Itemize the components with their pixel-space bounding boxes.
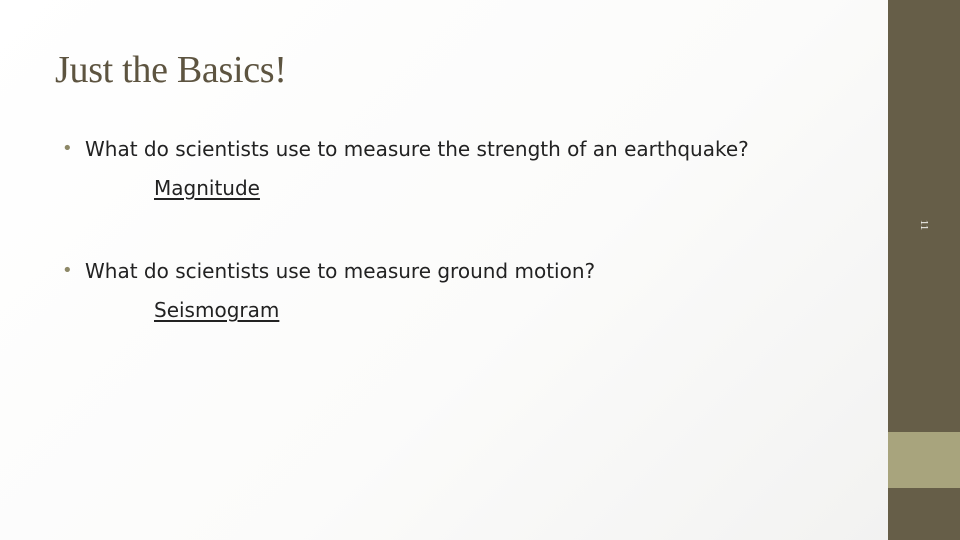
slide-body [58, 130, 858, 330]
slide-title: Just the Basics! [55, 49, 287, 91]
answer-text: Seismogram [154, 298, 280, 322]
answer-text: Magnitude [154, 176, 260, 200]
sidebar-accent-band [888, 432, 960, 488]
slide-number: 11 [918, 219, 930, 231]
bullet-icon: • [62, 138, 73, 159]
question-text: What do scientists use to measure the strength of an earthquake? [85, 137, 749, 161]
spacer [58, 208, 858, 252]
bullet-item-2 [58, 252, 858, 330]
bullet-icon: • [62, 260, 73, 281]
question-text: What do scientists use to measure ground motion? [85, 259, 596, 283]
bullet-item-1 [58, 130, 858, 208]
